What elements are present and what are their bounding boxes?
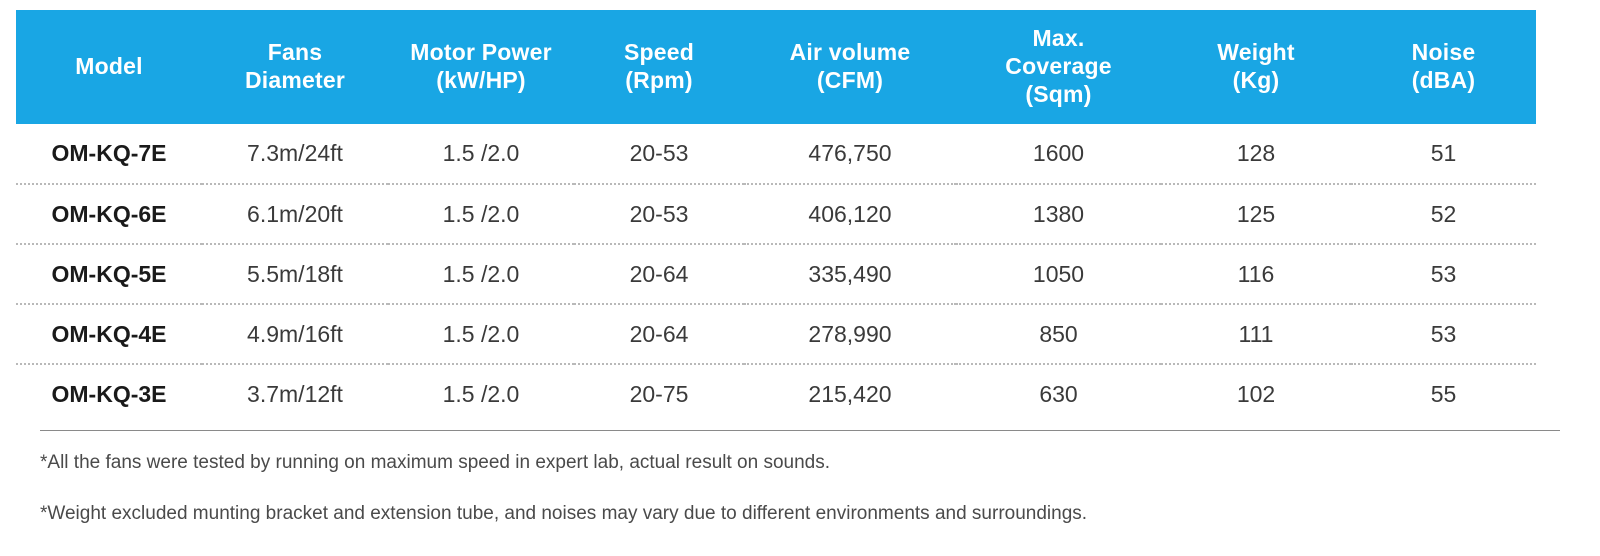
cell-speed: 20-53	[574, 124, 744, 184]
cell-fans-diameter: 6.1m/20ft	[202, 184, 388, 244]
table-row	[16, 364, 1536, 424]
header-line: (Sqm)	[1025, 81, 1092, 108]
header-line: (kW/HP)	[436, 67, 526, 94]
table-row	[16, 184, 1536, 244]
table-header-row	[16, 10, 1536, 124]
header-line: Motor Power	[410, 39, 552, 66]
cell-speed: 20-64	[574, 304, 744, 364]
header-line: Weight	[1217, 39, 1295, 66]
cell-model: OM-KQ-4E	[16, 304, 202, 364]
footnote-test-conditions: *All the fans were tested by running on maximum speed in expert lab, actual result on sounds.	[40, 452, 830, 474]
cell-air-volume: 476,750	[744, 124, 956, 184]
header-line: Noise	[1411, 39, 1476, 66]
cell-noise: 51	[1351, 124, 1536, 184]
cell-fans-diameter: 3.7m/12ft	[247, 381, 343, 408]
cell-fans-diameter: 5.5m/18ft	[202, 244, 388, 304]
cell-noise: 55	[1430, 381, 1457, 408]
column-header-air-volume	[744, 10, 956, 124]
header-line: (Kg)	[1232, 67, 1280, 94]
header-line: Diameter	[244, 67, 346, 94]
cell-motor-power: 1.5 /2.0	[388, 184, 574, 244]
cell-model: OM-KQ-5E	[16, 244, 202, 304]
table-row	[16, 244, 1536, 304]
table-body	[16, 124, 1536, 424]
cell-speed: 20-53	[574, 184, 744, 244]
specification-table	[16, 10, 1536, 424]
column-header-noise	[1351, 10, 1536, 124]
cell-air-volume: 406,120	[744, 184, 956, 244]
cell-noise: 53	[1351, 304, 1536, 364]
column-header-speed	[574, 10, 744, 124]
cell-motor-power: 1.5 /2.0	[388, 124, 574, 184]
column-header-max-coverage	[956, 10, 1161, 124]
cell-max-coverage: 1600	[956, 124, 1161, 184]
table-row	[16, 304, 1536, 364]
column-header-model	[16, 10, 202, 124]
cell-motor-power: 1.5 /2.0	[388, 304, 574, 364]
cell-weight: 102	[1236, 381, 1276, 408]
cell-air-volume: 215,420	[808, 381, 892, 408]
cell-fans-diameter: 7.3m/24ft	[202, 124, 388, 184]
header-line: Speed	[623, 39, 695, 66]
header-line: Model	[75, 53, 143, 80]
cell-motor-power: 1.5 /2.0	[388, 244, 574, 304]
table-row	[16, 124, 1536, 184]
cell-model: OM-KQ-3E	[51, 381, 167, 408]
column-header-motor-power	[388, 10, 574, 124]
cell-weight: 111	[1161, 304, 1351, 364]
cell-model: OM-KQ-6E	[16, 184, 202, 244]
header-line: (Rpm)	[625, 67, 693, 94]
cell-speed: 20-75	[629, 381, 689, 408]
cell-weight: 128	[1161, 124, 1351, 184]
cell-speed: 20-64	[574, 244, 744, 304]
cell-max-coverage: 1380	[956, 184, 1161, 244]
cell-fans-diameter: 4.9m/16ft	[202, 304, 388, 364]
cell-max-coverage: 850	[956, 304, 1161, 364]
column-header-fans-diameter	[202, 10, 388, 124]
cell-air-volume: 278,990	[744, 304, 956, 364]
cell-weight: 116	[1161, 244, 1351, 304]
header-line: Air volume	[789, 39, 911, 66]
header-line: Max.	[1032, 25, 1085, 51]
specification-sheet	[0, 10, 1600, 556]
column-header-weight	[1161, 10, 1351, 124]
cell-motor-power: 1.5 /2.0	[442, 381, 520, 408]
table-header	[16, 10, 1536, 124]
cell-max-coverage: 1050	[956, 244, 1161, 304]
cell-max-coverage: 630	[1039, 381, 1078, 408]
cell-air-volume: 335,490	[744, 244, 956, 304]
header-line: Coverage	[1005, 53, 1112, 80]
cell-weight: 125	[1161, 184, 1351, 244]
footnote-weight-disclaimer: *Weight excluded munting bracket and extension tube, and noises may vary due to different environments and surroundings.	[40, 502, 1088, 524]
cell-model: OM-KQ-7E	[16, 124, 202, 184]
header-line: (CFM)	[816, 67, 884, 94]
header-line: (dBA)	[1411, 67, 1476, 94]
header-line: Fans	[267, 39, 323, 66]
footnotes	[40, 431, 1560, 528]
cell-noise: 53	[1351, 244, 1536, 304]
cell-noise: 52	[1351, 184, 1536, 244]
